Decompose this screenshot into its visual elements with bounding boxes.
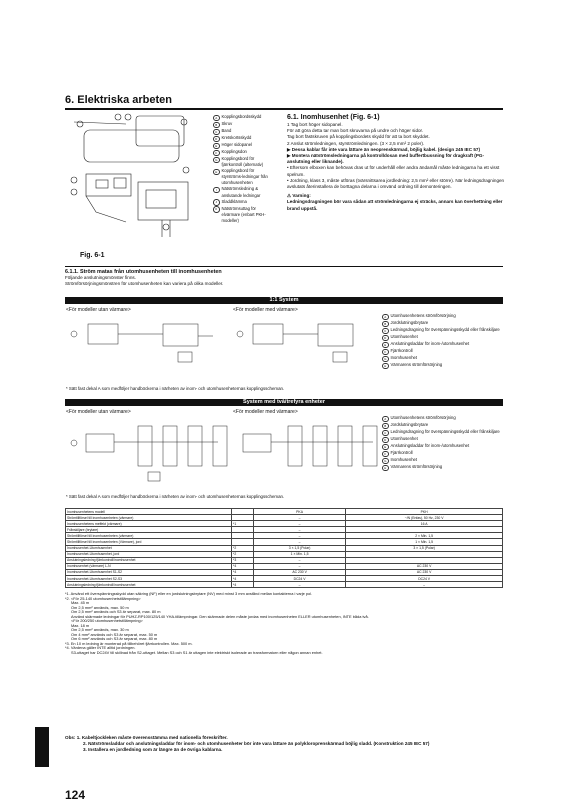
page-title: 6. Elektriska arbeten bbox=[65, 94, 173, 106]
without-heater-label: <För modeller utan värmare> bbox=[66, 307, 131, 313]
language-tab bbox=[35, 727, 49, 767]
section-line: Följande anslutningsmönster finns. bbox=[65, 275, 136, 281]
section-rule bbox=[65, 266, 503, 267]
fig-6-1-drawing bbox=[66, 112, 208, 247]
table-row: Strömtillförsel till inomhusenheten (värmare) – ~/N (Enfas), 50 Hz, 230 V bbox=[66, 515, 503, 521]
fig-legend-item: D Kretskortsskydd bbox=[213, 135, 275, 142]
without-heater-label: <För modeller utan värmare> bbox=[66, 409, 131, 415]
fig-legend bbox=[213, 114, 275, 224]
section-6-1-1 bbox=[65, 269, 505, 288]
fig-legend-item: K Nätströmsuttag för elvärmare (enbart PKH-modeller) bbox=[213, 206, 275, 224]
section-line: ▶ Dessa kablar får inte vara lättare än neoprenskärmad, böjlig kabel. (design 245 IEC 57) bbox=[287, 146, 480, 152]
fig-legend-item: H Kopplingsbord för styrströms-ledningar från utomhusenheten bbox=[213, 168, 275, 186]
table-row: Strömtillförsel till inomhusenheten (värmare) – 2 × Min. 1,5 bbox=[66, 533, 503, 539]
system-multi-bar: System med två/trefyra enheter bbox=[65, 399, 503, 406]
table-row: Anslutningsledning fjärrkontroll/inomhusenhet *4 – – bbox=[66, 582, 503, 588]
fig-label: Fig. 6-1 bbox=[80, 252, 105, 259]
page-number: 124 bbox=[65, 788, 86, 802]
table-row: Frånskiljare (brytare) – bbox=[66, 527, 503, 533]
warning-icon: ⚠ bbox=[287, 193, 292, 199]
spec-table bbox=[65, 508, 503, 588]
section-line: För att göra detta tar man bort skruvarna på undre och höger sidor. bbox=[287, 128, 424, 134]
wiring-diagram-multi bbox=[68, 416, 378, 490]
table-row: Inomhusenhetens meffekt (värmare) *1 – 16 A bbox=[66, 521, 503, 527]
table-row: Inomhusenhet (värmare) L-N *4 – AC 230 V bbox=[66, 563, 503, 569]
fig-legend-item: B Skruv bbox=[213, 121, 275, 128]
table-notes: *1. Använd ett överspänningsskydd utan säkring (NF) eller en jordslutningsbrytare (NV) med minst 3 mm avstånd mellan kontakterna i varje pol. *2. <För 25-140 utomhusenhetstillämpning> Max. 45 m Om 2,5 mm² används, max. 50 m Om 2,5 mm² används och S3 är separat, max. 80 m Använd skärmade ledningar för PUHZ-RP100/125/140 YHA-tillämpningar. Den skärmade delen måste jordas med inomhusenheten ELLER utomhusenheten, INTE båda två. <För 200/250 utomhusenhetstillämpning> Max. 18 m Om 2,5 mm² används, max. 30 m Om 4 mm² används och S3 är separat, max. 50 m Om 6 mm² används och S3 är separat, max. 80 m *3. En 10 m ledning är monterad på tillbehöret fjärrkontrollen. Max. 500 m. *4. Värdena gäller INTE alltid jordningen. S3-uttaget har DC24V till skillnad från S2-uttaget. Mellan S3 och S1 är uttagen inte elektriskt isolerade av transformatorn eller någon annan enhet. bbox=[65, 591, 369, 655]
warning-title: ⚠ Varning: bbox=[287, 193, 311, 199]
obs-notes: Obs: 1. Kabeltjockleken måste överensstämma med nationella föreskrifter. 2. Nätströmsladdar och anslutningsladdar för inom- och utomhusenheter bör inte vara lättare än polykloroprenskärmad böjlig sladd. (Konstruktion 245 IEC 57) 3. Installera en jordledning som är längre än de övriga kablarna. bbox=[65, 735, 430, 752]
wiring-legend-2: A Utomhusenhetens strömförsörjning B Jordslutningsbrytare C Ledningsdragning för överspänningsskydd eller frånskiljare D Utomhusenhet E Anslutningsladdar för inom-/utomhusenhet F Fjärrkontroll G Inomhusenhet H Värmarens strömförsörjning bbox=[382, 415, 504, 471]
section-line: 2 Anslut strömledningen, styrströmledningen. (3 × 2,5 mm² 2 poler). bbox=[287, 140, 425, 146]
section-line: • Eftersom elboxen kan behövas dras ut för underhåll eller andra ändamål måste ledningarna ha ett visst spelrum. bbox=[287, 165, 500, 177]
table-row: Inomhusenhet-Utomhusenhet S1-S2 *4 AC 230 V AC 230 V bbox=[66, 569, 503, 575]
wiring-diagram-1-1 bbox=[68, 314, 378, 374]
fig-legend-item: A Kopplingsbordsskydd bbox=[213, 114, 275, 121]
system-1-1-bar: 1:1 System bbox=[65, 297, 503, 304]
fig-legend-item: J Sladdklämma bbox=[213, 199, 275, 206]
section-line: 1 Tag bort höger sidopanel. bbox=[287, 122, 343, 127]
table-row: Inomhusenhet-Utomhusenhet, jord *2 1 × Min. 1,5 bbox=[66, 551, 503, 557]
fig-legend-item: I Nätströmsledning & anslutande ledningar bbox=[213, 186, 275, 198]
table-row: Anslutningsledning fjärrkontroll/inomhusenhet *3 – bbox=[66, 557, 503, 563]
section-line: ▶ Montera nätströmsledningarna på kontrolldosan med buffertbussning för dragkraft (PG-anslutning eller liknande). bbox=[287, 153, 484, 165]
system-multi-note: * Sätt fast dekal A som medföljer handböckerna i närheten av inom- och utomhusenheternas kopplingsscheman. bbox=[66, 494, 285, 499]
warning-text: Ledningsdragningen bör vara sådan att strömledningarna ej sträcks, annars kan överhettning eller brand uppstå. bbox=[287, 199, 503, 211]
section-6-1-title: 6.1. Inomhusenhet (Fig. 6-1) bbox=[287, 114, 380, 121]
fig-legend-item: E Höger sidopanel bbox=[213, 142, 275, 149]
table-row: Inomhusenhet-Utomhusenhet S2-S3 *4 DC24 V DC24 V bbox=[66, 576, 503, 582]
wiring-legend-1: A Utomhusenhetens strömförsörjning B Jordslutningsbrytare C Ledningsdragning för överspänningsskydd eller frånskiljare D Utomhusenhet E Anslutningsladdar för inom-/utomhusenhet F Fjärrkontroll G Inomhusenhet H Värmarens strömförsörjning bbox=[382, 313, 504, 369]
system-1-1-note: * Sätt fast dekal A som medföljer handböckerna i närheten av inom- och utomhusenheternas kopplingsscheman. bbox=[66, 386, 285, 391]
table-row: Inomhusenhet-Utomhusenhet *2 3 × 1,5 (Polar) 3 × 1,5 (Polar) bbox=[66, 545, 503, 551]
section-line: Tag bort fästskruven på kopplingsbordets skydd för att ta bort skyddet. bbox=[287, 134, 430, 140]
fig-legend-item: C Band bbox=[213, 128, 275, 135]
with-heater-label: <För modeller med värmare> bbox=[233, 409, 298, 415]
fig-legend-item: G Kopplingsbord för fjärrkontroll (alternativ) bbox=[213, 156, 275, 168]
with-heater-label: <För modeller med värmare> bbox=[233, 307, 298, 313]
section-line: Strömförsörjningsmönstren för utomhusenheten kan variera på olika modeller. bbox=[65, 281, 224, 287]
section-line: • Jordning, klass 3, måste utföras (tvärsnittsarea jordledning: 2,5 mm² eller större). När ledningsdragningen avslutats återinstallera de borttagna delarna i omvänd ordning till demonteringen. bbox=[287, 177, 505, 190]
header-rule bbox=[65, 108, 503, 110]
section-6-1 bbox=[287, 113, 505, 212]
table-header-row: Inomhusenhetens modell PKA PKH bbox=[66, 509, 503, 515]
table-row: Strömtillförsel till inomhusenheten (Värmare), jord – 1 × Min. 1,5 bbox=[66, 539, 503, 545]
fig-legend-item: F Kopplingsdon bbox=[213, 149, 275, 156]
section-6-1-1-title: 6.1.1. Ström matas från utomhusenheten till inomhusenheten bbox=[65, 269, 222, 275]
